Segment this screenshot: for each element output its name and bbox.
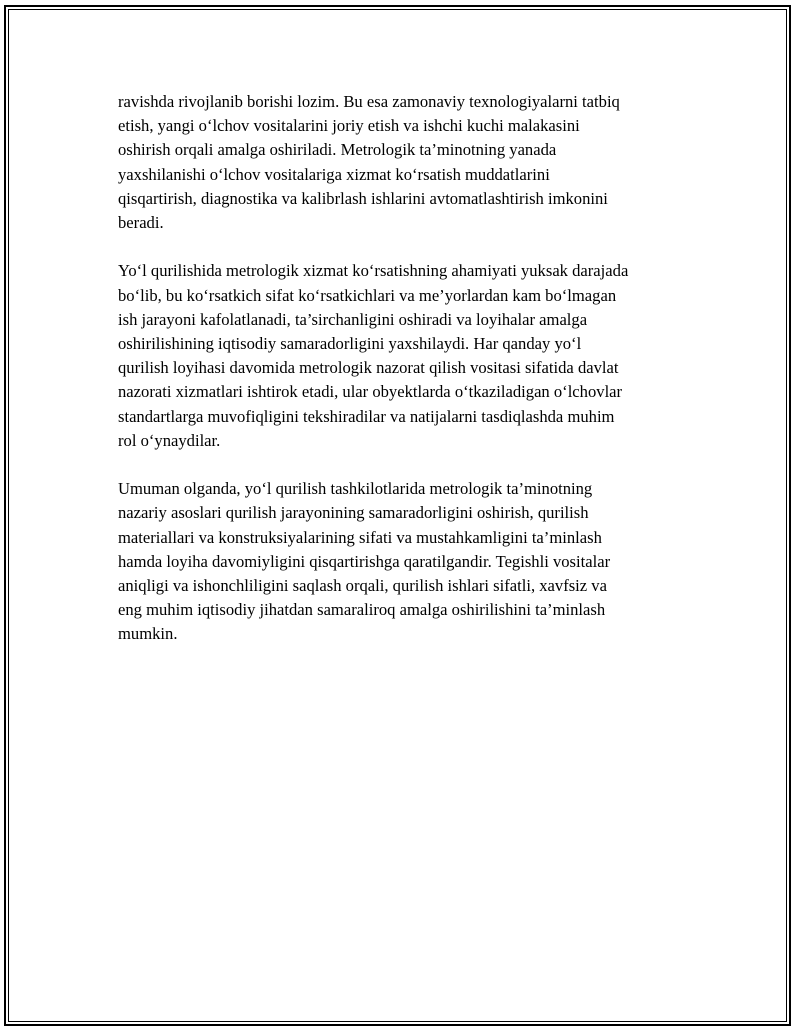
text-line: nazariy asoslari qurilish jarayonining samaradorligini oshirish, qurilish	[118, 503, 589, 523]
text-line: materiallari va konstruksiyalarining sifati va mustahkamligini ta’minlash	[118, 527, 602, 547]
text-line: beradi.	[118, 213, 164, 233]
text-line: Umuman olganda, yo‘l qurilish tashkilotlarida metrologik ta’minotning	[118, 479, 593, 499]
text-line: qisqartirish, diagnostika va kalibrlash ishlarini avtomatlashtirish imkonini	[118, 188, 608, 208]
paragraph-1	[118, 90, 698, 235]
text-line: nazorati xizmatlari ishtirok etadi, ular obyektlarda o‘tkaziladigan o‘lchovlar	[118, 382, 623, 402]
text-line: yaxshilanishi o‘lchov vositalariga xizmat ko‘rsatish muddatlarini	[118, 164, 550, 184]
text-line: Yo‘l qurilishida metrologik xizmat ko‘rsatishning ahamiyati yuksak darajada	[118, 261, 629, 281]
text-line: mumkin.	[118, 624, 178, 644]
text-line: oshirish orqali amalga oshiriladi. Metrologik ta’minotning yanada	[118, 140, 557, 160]
text-line: eng muhim iqtisodiy jihatdan samaraliroq amalga oshirilishini ta’minlash	[118, 600, 606, 620]
document-body	[118, 90, 698, 671]
text-line: oshirilishining iqtisodiy samaradorligini yaxshilaydi. Har qanday yo‘l	[118, 334, 582, 354]
text-line: hamda loyiha davomiyligini qisqartirishga qaratilgandir. Tegishli vositalar	[118, 551, 611, 571]
text-line: etish, yangi o‘lchov vositalarini joriy etish va ishchi kuchi malakasini	[118, 116, 580, 136]
text-line: ish jarayoni kafolatlanadi, ta’sirchanligini oshiradi va loyihalar amalga	[118, 309, 588, 329]
text-line: bo‘lib, bu ko‘rsatkich sifat ko‘rsatkichlari va me’yorlardan kam bo‘lmagan	[118, 285, 617, 305]
paragraph-3	[118, 477, 698, 646]
text-line: rol o‘ynaydilar.	[118, 430, 221, 450]
text-line: ravishda rivojlanib borishi lozim. Bu esa zamonaviy texnologiyalarni tatbiq	[118, 92, 620, 111]
text-line: aniqligi va ishonchliligini saqlash orqali, qurilish ishlari sifatli, xavfsiz va	[118, 576, 607, 596]
text-line: qurilish loyihasi davomida metrologik nazorat qilish vositasi sifatida davlat	[118, 358, 619, 378]
paragraph-2	[118, 259, 698, 453]
text-line: standartlarga muvofiqligini tekshiradilar va natijalarni tasdiqlashda muhim	[118, 406, 615, 426]
